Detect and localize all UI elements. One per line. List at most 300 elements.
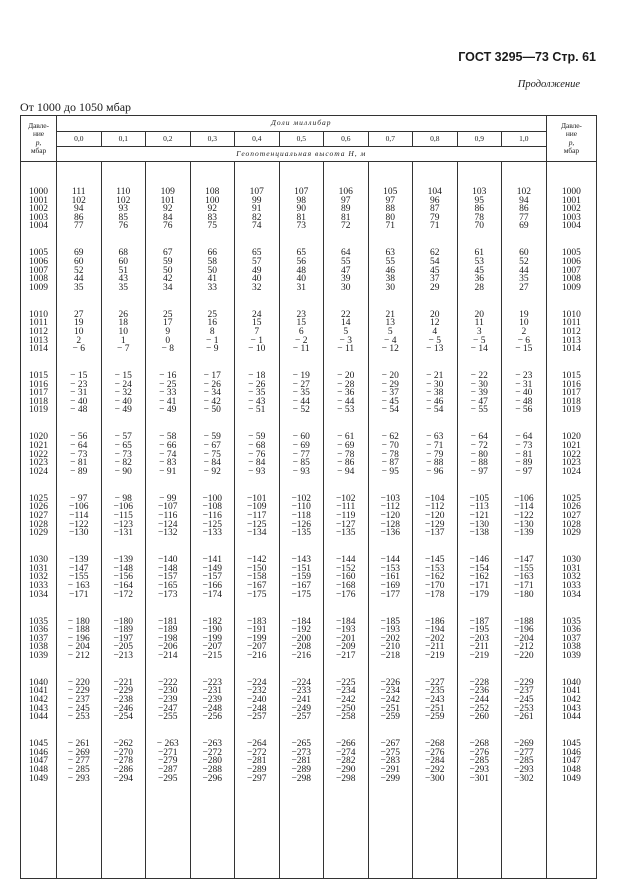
table-cell: 48 xyxy=(296,265,306,276)
table-cell: 1041 xyxy=(561,686,581,697)
table-cell: −285 xyxy=(514,756,534,767)
table-cell: 7 xyxy=(254,326,260,337)
table-cell: −229 xyxy=(113,686,134,697)
table-cell: 91 xyxy=(252,204,262,215)
table-cell: −127 xyxy=(335,519,356,530)
table-cell: −222 xyxy=(157,677,178,688)
table-cell: −121 xyxy=(469,510,490,521)
value-column xyxy=(190,162,235,879)
table-cell: 1038 xyxy=(561,642,581,653)
fraction-column-header: 0,2 xyxy=(146,132,191,147)
table-cell: 100 xyxy=(205,195,220,206)
table-cell: − 20 xyxy=(381,371,399,382)
table-cell: −210 xyxy=(380,642,401,653)
table-cell: −268 xyxy=(469,739,490,750)
table-cell: 1022 xyxy=(29,449,48,460)
table-cell: −149 xyxy=(202,563,223,574)
table-cell: 1006 xyxy=(29,256,48,267)
value-column xyxy=(279,162,324,879)
table-cell: −259 xyxy=(380,712,401,723)
table-cell: 1021 xyxy=(561,441,581,452)
table-cell: −184 xyxy=(291,616,312,627)
table-cell: − 15 xyxy=(515,344,533,355)
table-cell: −251 xyxy=(380,703,401,714)
table-cell: − 19 xyxy=(292,371,310,382)
table-cell: 95 xyxy=(474,195,484,206)
table-cell: 90 xyxy=(296,204,306,215)
table-cell: − 75 xyxy=(203,449,221,460)
table-cell: 56 xyxy=(296,256,306,267)
table-cell: −122 xyxy=(514,510,534,521)
table-cell: 77 xyxy=(74,221,84,232)
table-cell: −252 xyxy=(469,703,490,714)
table-cell: − 72 xyxy=(470,441,488,452)
table-cell: − 16 xyxy=(159,371,177,382)
table-cell: − 98 xyxy=(114,493,132,504)
table-cell: −285 xyxy=(469,756,490,767)
table-cell: 53 xyxy=(474,256,484,267)
table-cell: 1024 xyxy=(561,466,581,477)
table-cell: −178 xyxy=(424,589,445,600)
table-cell: − 13 xyxy=(426,344,444,355)
pressure-column-header-right xyxy=(546,116,597,162)
table-cell: 30 xyxy=(385,282,395,293)
table-cell: 1017 xyxy=(561,388,581,399)
table-cell: −211 xyxy=(425,642,445,653)
table-cell: −128 xyxy=(380,519,401,530)
table-cell: −158 xyxy=(246,572,267,583)
table-cell: 84 xyxy=(163,212,173,223)
table-cell: −298 xyxy=(291,773,312,784)
table-cell: −133 xyxy=(202,528,223,539)
table-cell: −261 xyxy=(514,712,534,723)
table-cell: −294 xyxy=(113,773,134,784)
table-cell: 1007 xyxy=(561,265,581,276)
table-cell: 96 xyxy=(430,195,440,206)
table-cell: − 277 xyxy=(67,756,90,767)
table-cell: − 64 xyxy=(470,432,488,443)
table-cell: 0 xyxy=(165,335,171,346)
table-cell: 60 xyxy=(118,256,128,267)
table-cell: −173 xyxy=(157,589,178,600)
table-cell: −142 xyxy=(246,555,267,566)
value-column xyxy=(457,162,502,879)
table-cell: −216 xyxy=(246,650,267,661)
table-cell: −214 xyxy=(157,650,178,661)
table-cell: 93 xyxy=(118,204,128,215)
table-cell: 1033 xyxy=(29,580,48,591)
table-cell: − 73 xyxy=(515,441,533,452)
table-cell: 10 xyxy=(118,326,128,337)
table-cell: 108 xyxy=(205,187,220,197)
table-cell: − 83 xyxy=(159,458,177,469)
table-cell: − 40 xyxy=(70,396,88,407)
table-cell: 109 xyxy=(160,187,175,197)
table-cell: 9 xyxy=(165,326,171,337)
table-cell: 1004 xyxy=(561,221,581,232)
table-cell: −153 xyxy=(380,563,401,574)
table-cell: − 261 xyxy=(67,739,90,750)
table-cell: −276 xyxy=(424,747,445,758)
table-cell: 1038 xyxy=(29,642,48,653)
table-cell: −164 xyxy=(113,580,134,591)
table-cell: −148 xyxy=(157,563,178,574)
table-cell: 99 xyxy=(252,195,262,206)
table-cell: −239 xyxy=(202,695,223,706)
value-column xyxy=(413,162,458,879)
table-cell: 1008 xyxy=(29,274,48,285)
table-cell: 82 xyxy=(252,212,262,223)
table-cell: − 23 xyxy=(515,371,533,382)
table-cell: 40 xyxy=(296,274,306,285)
table-cell: 1047 xyxy=(561,756,581,767)
table-cell: 60 xyxy=(519,248,529,259)
table-cell: − 52 xyxy=(292,405,310,416)
table-cell: 30 xyxy=(341,282,351,293)
table-cell: −153 xyxy=(424,563,445,574)
table-cell: −193 xyxy=(380,625,401,636)
table-cell: 65 xyxy=(252,248,262,259)
table-cell: − 54 xyxy=(381,405,399,416)
table-cell: 102 xyxy=(71,195,86,206)
table-cell: −110 xyxy=(291,502,311,513)
table-cell: 87 xyxy=(430,204,440,215)
table-cell: − 63 xyxy=(426,432,444,443)
table-cell: 60 xyxy=(74,256,84,267)
table-cell: 1010 xyxy=(29,309,48,320)
page-header: ГОСТ 3295—73 Стр. 61 xyxy=(458,50,596,64)
table-cell: −171 xyxy=(469,580,490,591)
table-cell: −120 xyxy=(424,510,445,521)
table-cell: −125 xyxy=(246,519,267,530)
table-cell: − 44 xyxy=(337,396,355,407)
table-cell: −191 xyxy=(246,625,267,636)
table-cell: − 64 xyxy=(515,432,533,443)
table-cell: 1023 xyxy=(29,458,48,469)
fraction-column-header: 0,7 xyxy=(368,132,413,147)
table-cell: −234 xyxy=(380,686,401,697)
table-cell: −135 xyxy=(335,528,356,539)
table-cell: −145 xyxy=(424,555,445,566)
table-cell: −189 xyxy=(157,625,178,636)
table-cell: −272 xyxy=(202,747,223,758)
table-cell: −105 xyxy=(469,493,490,504)
table-cell: −196 xyxy=(514,625,534,636)
table-cell: −170 xyxy=(424,580,445,591)
table-cell: 107 xyxy=(294,187,309,197)
table-cell: −123 xyxy=(113,519,134,530)
table-cell: −199 xyxy=(202,633,223,644)
table-cell: −233 xyxy=(291,686,312,697)
table-cell: 61 xyxy=(474,248,484,259)
table-cell: −202 xyxy=(380,633,401,644)
table-cell: 15 xyxy=(296,318,306,329)
table-cell: 1043 xyxy=(29,703,48,714)
table-cell: −106 xyxy=(68,502,89,513)
table-cell: 24 xyxy=(252,309,262,320)
table-cell: −138 xyxy=(469,528,490,539)
table-cell: −232 xyxy=(246,686,267,697)
table-cell: − 5 xyxy=(473,335,486,346)
table-cell: 1024 xyxy=(29,466,48,477)
table-cell: −175 xyxy=(246,589,267,600)
table-cell: −100 xyxy=(202,493,223,504)
table-cell: 1001 xyxy=(29,195,48,206)
table-cell: − 43 xyxy=(248,396,266,407)
table-cell: 18 xyxy=(118,318,128,329)
table-cell: − 27 xyxy=(292,379,310,390)
table-cell: 1009 xyxy=(561,282,581,293)
table-cell: 52 xyxy=(519,256,529,267)
table-cell: − 237 xyxy=(67,695,90,706)
table-cell: −254 xyxy=(113,712,134,723)
table-cell: 1042 xyxy=(29,695,48,706)
table-cell: 81 xyxy=(341,212,351,223)
table-cell: 51 xyxy=(118,265,128,276)
table-cell: −230 xyxy=(157,686,178,697)
table-cell: − 24 xyxy=(114,379,132,390)
table-cell: −236 xyxy=(469,686,490,697)
table-cell: 11 xyxy=(474,318,484,329)
table-cell: 81 xyxy=(296,212,306,223)
table-cell: −207 xyxy=(246,642,267,653)
table-cell: −264 xyxy=(246,739,267,750)
fraction-column-header: 0,9 xyxy=(457,132,502,147)
table-cell: 1000 xyxy=(29,187,48,197)
table-cell: − 245 xyxy=(67,703,90,714)
table-cell: −275 xyxy=(380,747,401,758)
pressure-header-line: мбар xyxy=(30,145,47,155)
table-cell: − 212 xyxy=(67,650,90,661)
table-cell: −228 xyxy=(469,677,490,688)
table-cell: −257 xyxy=(246,712,267,723)
table-cell: − 82 xyxy=(114,458,132,469)
pressure-header-line: ние xyxy=(32,129,45,139)
table-cell: 38 xyxy=(385,274,395,285)
height-header: Геопотенциальная высота H, м xyxy=(57,147,547,162)
table-cell: − 77 xyxy=(292,449,310,460)
table-cell: −118 xyxy=(291,510,311,521)
value-column xyxy=(235,162,280,879)
table-cell: −248 xyxy=(246,703,267,714)
table-cell: −274 xyxy=(335,747,356,758)
table-cell: 1003 xyxy=(561,212,581,223)
table-cell: 20 xyxy=(474,309,484,320)
table-cell: − 70 xyxy=(381,441,399,452)
table-cell: − 6 xyxy=(517,335,531,346)
table-cell: −281 xyxy=(246,756,267,767)
table-cell: −125 xyxy=(202,519,223,530)
table-cell: 2 xyxy=(521,326,527,337)
table-cell: 15 xyxy=(252,318,262,329)
table-cell: 1026 xyxy=(561,502,581,513)
table-cell: − 1 xyxy=(250,335,263,346)
table-cell: −244 xyxy=(469,695,490,706)
table-cell: 1011 xyxy=(29,318,48,329)
table-cell: 1032 xyxy=(29,572,48,583)
table-cell: 25 xyxy=(207,309,217,320)
table-cell: −280 xyxy=(202,756,223,767)
table-cell: 28 xyxy=(474,282,484,293)
table-cell: 1036 xyxy=(561,625,581,636)
table-cell: 1002 xyxy=(561,204,581,215)
table-cell: 3 xyxy=(476,326,482,337)
table-cell: − 84 xyxy=(203,458,221,469)
table-cell: 1020 xyxy=(561,432,581,443)
table-cell: −295 xyxy=(157,773,178,784)
table-cell: 1020 xyxy=(29,432,48,443)
table-cell: 1033 xyxy=(561,580,581,591)
table-cell: −243 xyxy=(424,695,445,706)
table-cell: 4 xyxy=(432,326,438,337)
pressure-header-line: p, xyxy=(568,137,575,147)
table-cell: − 29 xyxy=(381,379,399,390)
table-cell: −217 xyxy=(335,650,356,661)
table-cell: −174 xyxy=(202,589,223,600)
table-cell: −296 xyxy=(202,773,223,784)
table-cell: − 74 xyxy=(159,449,177,460)
table-cell: 1045 xyxy=(561,739,581,750)
table-cell: −104 xyxy=(424,493,445,504)
table-cell: − 12 xyxy=(381,344,399,355)
table-cell: − 62 xyxy=(381,432,399,443)
table-cell: 103 xyxy=(472,187,487,197)
table-cell: −205 xyxy=(113,642,134,653)
table-cell: − 93 xyxy=(248,466,266,477)
table-cell: −135 xyxy=(291,528,312,539)
table-cell: 86 xyxy=(74,212,84,223)
value-column xyxy=(146,162,191,879)
table-cell: 27 xyxy=(519,282,529,293)
table-cell: 1012 xyxy=(561,326,581,337)
table-cell: 64 xyxy=(341,248,351,259)
table-cell: −155 xyxy=(514,563,534,574)
table-cell: 1002 xyxy=(29,204,48,215)
table-cell: 92 xyxy=(163,204,173,215)
table-cell: − 68 xyxy=(248,441,266,452)
table-cell: − 3 xyxy=(339,335,352,346)
table-cell: 66 xyxy=(207,248,217,259)
table-cell: 55 xyxy=(341,256,351,267)
table-cell: −131 xyxy=(113,528,134,539)
table-cell: 19 xyxy=(74,318,84,329)
pressure-header-line: мбар xyxy=(563,145,580,155)
table-cell: −224 xyxy=(291,677,312,688)
table-cell: −292 xyxy=(424,765,445,776)
table-cell: −169 xyxy=(380,580,401,591)
table-cell: − 2 xyxy=(295,335,308,346)
table-cell: −201 xyxy=(335,633,356,644)
table-cell: −106 xyxy=(113,502,134,513)
table-cell: 16 xyxy=(207,318,217,329)
table-cell: 34 xyxy=(163,282,173,293)
table-cell: 1039 xyxy=(29,650,48,661)
table-cell: − 49 xyxy=(114,405,132,416)
table-cell: 1028 xyxy=(561,519,581,530)
table-cell: 1013 xyxy=(561,335,581,346)
table-cell: − 26 xyxy=(248,379,266,390)
table-cell: − 18 xyxy=(248,371,266,382)
table-cell: −213 xyxy=(113,650,134,661)
table-cell: −263 xyxy=(202,739,223,750)
table-cell: −112 xyxy=(380,502,400,513)
table-cell: −126 xyxy=(291,519,312,530)
table-cell: −208 xyxy=(291,642,312,653)
table-cell: 1037 xyxy=(29,633,48,644)
table-cell: −248 xyxy=(202,703,223,714)
table-cell: 1044 xyxy=(561,712,581,723)
table-cell: − 46 xyxy=(426,396,444,407)
table-cell: 1046 xyxy=(29,747,48,758)
table-cell: −199 xyxy=(246,633,267,644)
table-cell: − 269 xyxy=(67,747,90,758)
table-cell: 39 xyxy=(341,274,351,285)
table-cell: 85 xyxy=(118,212,128,223)
table-cell: − 95 xyxy=(381,466,399,477)
table-cell: −154 xyxy=(469,563,490,574)
table-cell: −278 xyxy=(113,756,134,767)
table-cell: −120 xyxy=(380,510,401,521)
table-cell: 1028 xyxy=(29,519,48,530)
table-cell: 1035 xyxy=(29,616,48,627)
table-cell: −209 xyxy=(335,642,356,653)
table-cell: − 30 xyxy=(470,379,488,390)
table-cell: −253 xyxy=(514,703,534,714)
table-cell: −204 xyxy=(514,633,534,644)
table-cell: 44 xyxy=(74,274,84,285)
table-cell: −184 xyxy=(335,616,356,627)
table-cell: 79 xyxy=(430,212,440,223)
table-cell: 83 xyxy=(207,212,217,223)
fraction-column-header: 0,8 xyxy=(413,132,458,147)
table-cell: − 84 xyxy=(248,458,266,469)
table-cell: −194 xyxy=(424,625,445,636)
table-cell: −114 xyxy=(514,502,534,513)
table-cell: −288 xyxy=(202,765,223,776)
pressure-header-line: Давле- xyxy=(560,121,582,130)
table-cell: − 79 xyxy=(426,449,444,460)
table-cell: 69 xyxy=(519,221,529,232)
table-cell: − 73 xyxy=(70,449,88,460)
table-cell: − 32 xyxy=(114,388,132,399)
table-cell: − 229 xyxy=(67,686,90,697)
table-cell: 1013 xyxy=(29,335,48,346)
table-cell: − 5 xyxy=(428,335,441,346)
table-cell: 50 xyxy=(207,265,217,276)
table-cell: − 89 xyxy=(70,466,88,477)
table-cell: 17 xyxy=(163,318,173,329)
table-cell: −140 xyxy=(157,555,178,566)
table-cell: 75 xyxy=(207,221,217,232)
table-cell: − 49 xyxy=(159,405,177,416)
table-cell: −151 xyxy=(291,563,312,574)
table-cell: 5 xyxy=(343,326,349,337)
table-cell: 74 xyxy=(252,221,262,232)
table-cell: 1005 xyxy=(29,248,48,259)
table-cell: − 56 xyxy=(70,432,88,443)
value-column xyxy=(101,162,146,879)
table-cell: 1041 xyxy=(29,686,48,697)
table-cell: − 99 xyxy=(159,493,177,504)
table-cell: 1023 xyxy=(561,458,581,469)
table-cell: 69 xyxy=(74,248,84,259)
table-cell: −180 xyxy=(113,616,134,627)
table-cell: − 54 xyxy=(426,405,444,416)
table-cell: 10 xyxy=(74,326,84,337)
table-cell: −168 xyxy=(335,580,356,591)
table-cell: −242 xyxy=(380,695,401,706)
table-cell: −224 xyxy=(246,677,267,688)
